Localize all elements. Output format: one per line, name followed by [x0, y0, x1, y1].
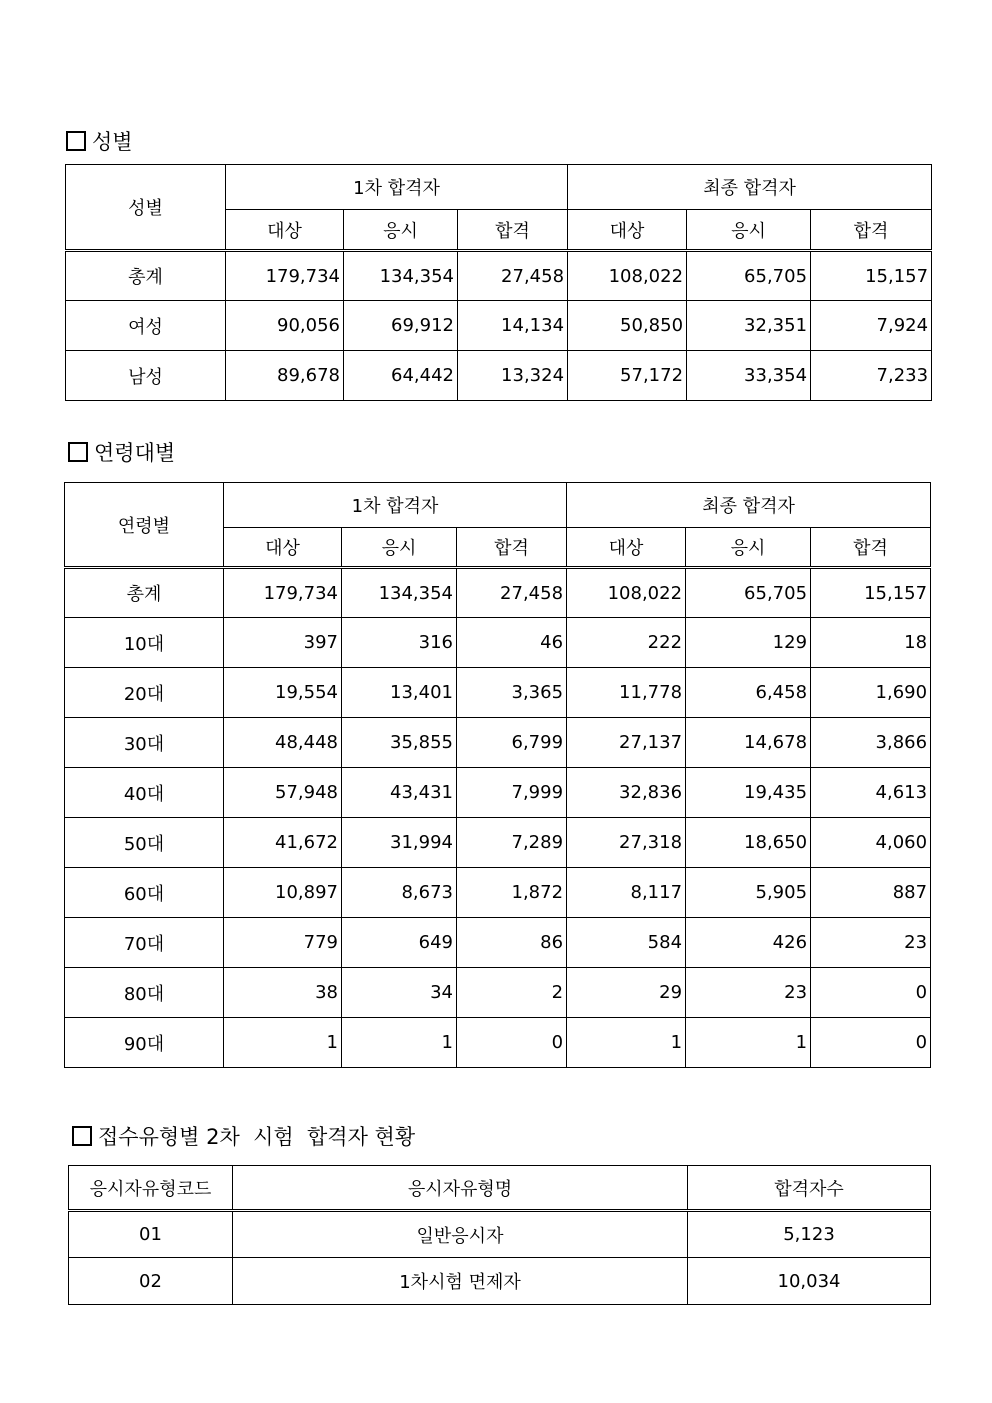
cell-value: 90,056	[226, 301, 344, 351]
type-section-heading	[72, 1121, 415, 1151]
checkbox-square-icon	[66, 131, 86, 151]
cell-value: 65,705	[687, 251, 811, 301]
table-row	[65, 868, 931, 918]
row-label: 80대	[65, 968, 224, 1018]
table-row	[65, 818, 931, 868]
cell-value: 35,855	[342, 718, 457, 768]
table-row	[65, 568, 931, 618]
cell-value: 32,351	[687, 301, 811, 351]
cell-value: 19,554	[224, 668, 342, 718]
cell-value: 69,912	[344, 301, 458, 351]
cell-value: 43,431	[342, 768, 457, 818]
cell-value: 65,705	[686, 568, 811, 618]
age-subheader: 응시	[342, 528, 457, 568]
row-label: 60대	[65, 868, 224, 918]
age-subheader: 합격	[811, 528, 931, 568]
cell-value: 129	[686, 618, 811, 668]
table-row	[65, 618, 931, 668]
cell-value: 779	[224, 918, 342, 968]
age-table-body	[65, 568, 931, 1068]
cell-value: 0	[811, 968, 931, 1018]
cell-value: 41,672	[224, 818, 342, 868]
table-row	[69, 1211, 931, 1258]
age-group-first-pass: 1차 합격자	[224, 483, 567, 528]
type-header-count: 합격자수	[688, 1166, 931, 1211]
cell-value: 8,673	[342, 868, 457, 918]
checkbox-square-icon	[68, 442, 88, 462]
table-row	[66, 301, 932, 351]
gender-section-title: 성별	[92, 130, 133, 154]
table-row	[65, 968, 931, 1018]
age-row-header: 연령별	[65, 483, 224, 568]
cell-value: 134,354	[342, 568, 457, 618]
cell-value: 397	[224, 618, 342, 668]
checkbox-square-icon	[72, 1126, 92, 1146]
table-row	[65, 668, 931, 718]
gender-subheader: 합격	[811, 210, 932, 251]
cell-value: 48,448	[224, 718, 342, 768]
gender-subheader: 응시	[687, 210, 811, 251]
age-subheader: 대상	[224, 528, 342, 568]
cell-value: 3,365	[457, 668, 567, 718]
cell-value: 29	[567, 968, 686, 1018]
cell-value: 33,354	[687, 351, 811, 401]
gender-table	[65, 164, 932, 401]
gender-group-first-pass: 1차 합격자	[226, 165, 568, 210]
row-label: 10대	[65, 618, 224, 668]
type-code: 02	[69, 1258, 233, 1305]
cell-value: 887	[811, 868, 931, 918]
type-table	[68, 1165, 931, 1305]
cell-value: 10,897	[224, 868, 342, 918]
table-row	[65, 1018, 931, 1068]
cell-value: 108,022	[568, 251, 687, 301]
cell-value: 3,866	[811, 718, 931, 768]
cell-value: 38	[224, 968, 342, 1018]
cell-value: 1,872	[457, 868, 567, 918]
cell-value: 57,948	[224, 768, 342, 818]
cell-value: 6,799	[457, 718, 567, 768]
type-section-title: 접수유형별 2차 시험 합격자 현황	[98, 1125, 416, 1149]
cell-value: 18	[811, 618, 931, 668]
row-label: 여성	[66, 301, 226, 351]
cell-value: 11,778	[567, 668, 686, 718]
cell-value: 19,435	[686, 768, 811, 818]
table-row	[65, 718, 931, 768]
age-group-final-pass: 최종 합격자	[567, 483, 931, 528]
cell-value: 23	[686, 968, 811, 1018]
type-count: 10,034	[688, 1258, 931, 1305]
cell-value: 18,650	[686, 818, 811, 868]
cell-value: 14,134	[458, 301, 568, 351]
table-row	[65, 768, 931, 818]
cell-value: 316	[342, 618, 457, 668]
cell-value: 0	[457, 1018, 567, 1068]
gender-subheader: 대상	[226, 210, 344, 251]
age-section-heading	[68, 437, 175, 467]
age-subheader: 응시	[686, 528, 811, 568]
cell-value: 57,172	[568, 351, 687, 401]
cell-value: 27,458	[458, 251, 568, 301]
cell-value: 0	[811, 1018, 931, 1068]
cell-value: 584	[567, 918, 686, 968]
table-row	[69, 1258, 931, 1305]
cell-value: 7,924	[811, 301, 932, 351]
cell-value: 7,999	[457, 768, 567, 818]
cell-value: 50,850	[568, 301, 687, 351]
row-label: 30대	[65, 718, 224, 768]
cell-value: 649	[342, 918, 457, 968]
table-row	[66, 251, 932, 301]
cell-value: 426	[686, 918, 811, 968]
row-label: 50대	[65, 818, 224, 868]
cell-value: 4,613	[811, 768, 931, 818]
cell-value: 179,734	[224, 568, 342, 618]
age-subheader: 대상	[567, 528, 686, 568]
gender-row-header: 성별	[66, 165, 226, 251]
cell-value: 7,233	[811, 351, 932, 401]
row-label: 총계	[66, 251, 226, 301]
gender-subheader: 대상	[568, 210, 687, 251]
cell-value: 8,117	[567, 868, 686, 918]
cell-value: 86	[457, 918, 567, 968]
row-label: 남성	[66, 351, 226, 401]
type-name: 1차시험 면제자	[233, 1258, 688, 1305]
cell-value: 34	[342, 968, 457, 1018]
row-label: 40대	[65, 768, 224, 818]
row-label: 90대	[65, 1018, 224, 1068]
cell-value: 7,289	[457, 818, 567, 868]
cell-value: 179,734	[226, 251, 344, 301]
gender-group-final-pass: 최종 합격자	[568, 165, 932, 210]
age-subheader: 합격	[457, 528, 567, 568]
cell-value: 14,678	[686, 718, 811, 768]
type-code: 01	[69, 1211, 233, 1258]
cell-value: 27,458	[457, 568, 567, 618]
table-row	[65, 918, 931, 968]
age-table	[64, 482, 931, 1068]
cell-value: 15,157	[811, 568, 931, 618]
cell-value: 6,458	[686, 668, 811, 718]
type-count: 5,123	[688, 1211, 931, 1258]
cell-value: 89,678	[226, 351, 344, 401]
table-row	[66, 351, 932, 401]
cell-value: 23	[811, 918, 931, 968]
gender-subheader: 합격	[458, 210, 568, 251]
type-header-code: 응시자유형코드	[69, 1166, 233, 1211]
cell-value: 134,354	[344, 251, 458, 301]
cell-value: 13,324	[458, 351, 568, 401]
row-label: 70대	[65, 918, 224, 968]
cell-value: 27,137	[567, 718, 686, 768]
cell-value: 5,905	[686, 868, 811, 918]
cell-value: 108,022	[567, 568, 686, 618]
cell-value: 222	[567, 618, 686, 668]
cell-value: 64,442	[344, 351, 458, 401]
cell-value: 15,157	[811, 251, 932, 301]
gender-subheader: 응시	[344, 210, 458, 251]
cell-value: 1	[567, 1018, 686, 1068]
cell-value: 1,690	[811, 668, 931, 718]
cell-value: 13,401	[342, 668, 457, 718]
type-header-name: 응시자유형명	[233, 1166, 688, 1211]
cell-value: 1	[342, 1018, 457, 1068]
row-label: 총계	[65, 568, 224, 618]
cell-value: 32,836	[567, 768, 686, 818]
row-label: 20대	[65, 668, 224, 718]
cell-value: 2	[457, 968, 567, 1018]
gender-section-heading	[66, 126, 133, 156]
cell-value: 31,994	[342, 818, 457, 868]
cell-value: 27,318	[567, 818, 686, 868]
type-name: 일반응시자	[233, 1211, 688, 1258]
cell-value: 1	[686, 1018, 811, 1068]
age-section-title: 연령대별	[94, 441, 176, 465]
cell-value: 4,060	[811, 818, 931, 868]
cell-value: 1	[224, 1018, 342, 1068]
cell-value: 46	[457, 618, 567, 668]
